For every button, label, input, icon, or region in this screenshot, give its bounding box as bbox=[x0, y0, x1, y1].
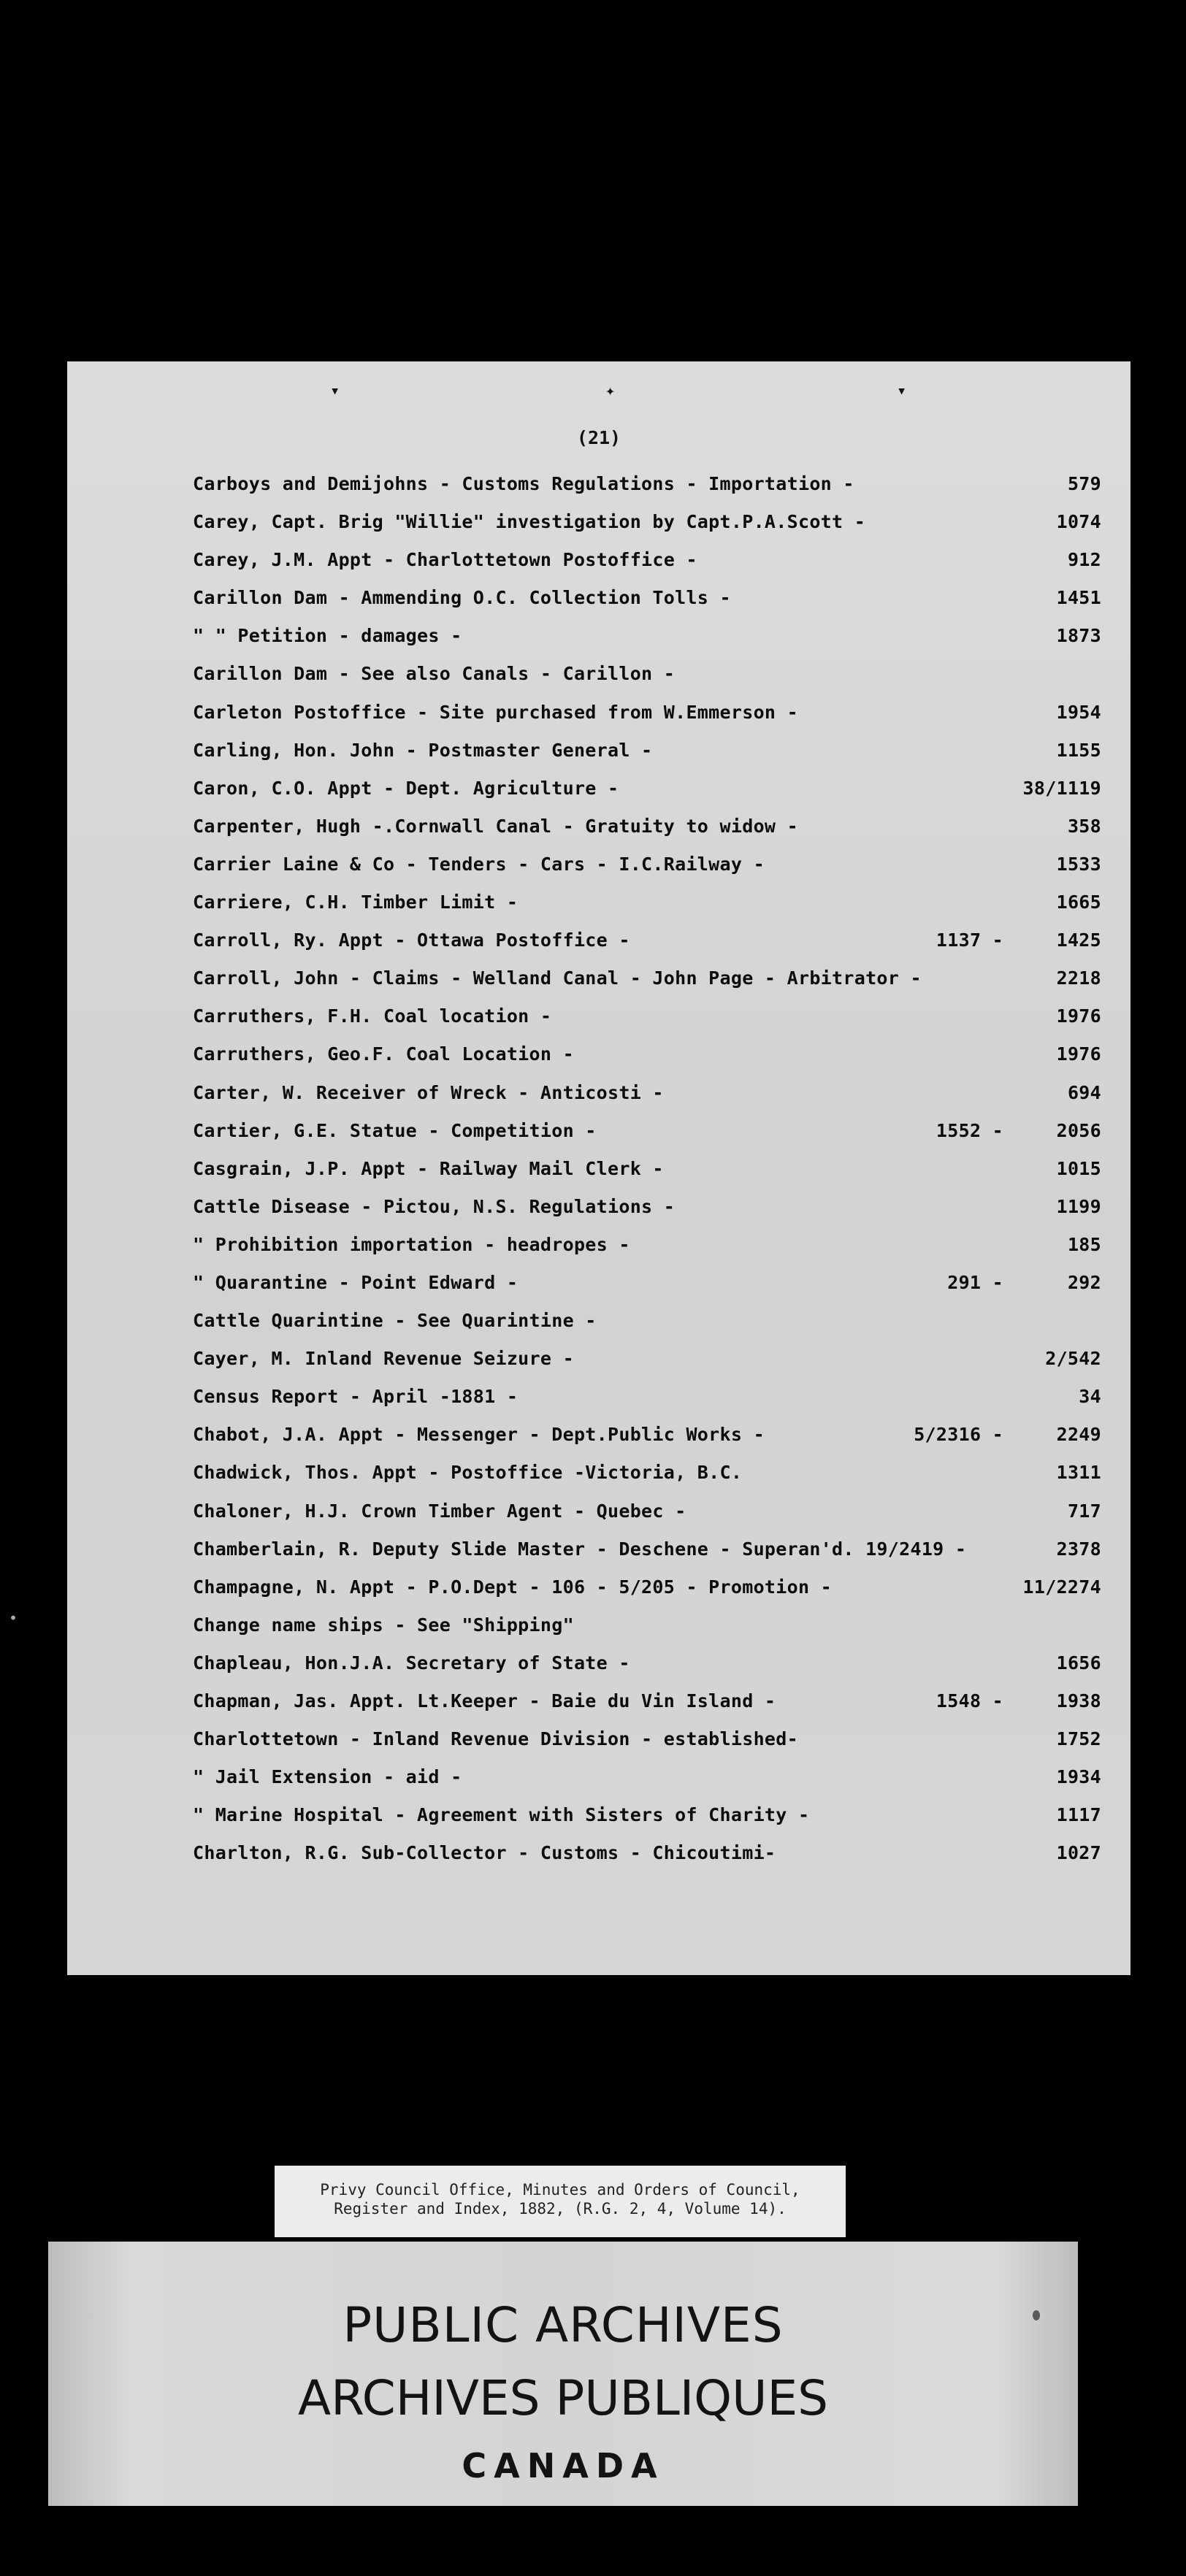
index-entry bbox=[193, 625, 1142, 663]
entry-text: Chapleau, Hon.J.A. Secretary of State - bbox=[193, 1652, 630, 1674]
index-entry bbox=[193, 967, 1142, 1005]
entry-text: Carter, W. Receiver of Wreck - Anticosti - bbox=[193, 1081, 664, 1103]
index-entry bbox=[193, 1576, 1142, 1614]
entry-text: Carruthers, F.H. Coal location - bbox=[193, 1005, 552, 1027]
entry-reference: 717 bbox=[1067, 1500, 1101, 1522]
index-entry bbox=[193, 929, 1142, 967]
archive-caption bbox=[275, 2166, 846, 2237]
index-entry bbox=[193, 1348, 1142, 1386]
entry-text: Cartier, G.E. Statue - Competition - bbox=[193, 1119, 597, 1141]
index-entry bbox=[193, 740, 1142, 778]
entry-reference: 1938 bbox=[1056, 1690, 1101, 1711]
entry-text: " Marine Hospital - Agreement with Sisters of Charity - bbox=[193, 1804, 810, 1826]
index-entry bbox=[193, 854, 1142, 892]
entry-reference: 579 bbox=[1067, 473, 1101, 494]
entry-text: Carpenter, Hugh -.Cornwall Canal - Gratuity to widow - bbox=[193, 815, 798, 837]
stamp-line-2: ARCHIVES PUBLIQUES bbox=[297, 2370, 829, 2426]
stamp-line-3: CANADA bbox=[462, 2446, 665, 2485]
entry-text: Cattle Disease - Pictou, N.S. Regulations - bbox=[193, 1195, 676, 1217]
entry-text: Champagne, N. Appt - P.O.Dept - 106 - 5/205 - Promotion - bbox=[193, 1576, 833, 1598]
index-entry bbox=[193, 1386, 1142, 1424]
entry-reference: 1199 bbox=[1056, 1195, 1101, 1217]
index-entry bbox=[193, 778, 1142, 816]
index-entries bbox=[193, 473, 1142, 1880]
entry-text: Carrier Laine & Co - Tenders - Cars - I.C.Railway - bbox=[193, 853, 765, 875]
entry-text: Charlottetown - Inland Revenue Division - established- bbox=[193, 1728, 798, 1750]
stamp-line-1: PUBLIC ARCHIVES bbox=[343, 2297, 784, 2353]
entry-text: " Prohibition importation - headropes - bbox=[193, 1233, 630, 1255]
entry-text: Carey, J.M. Appt - Charlottetown Postoffice - bbox=[193, 549, 697, 571]
entry-reference: 34 bbox=[1079, 1386, 1101, 1408]
entry-text: Chadwick, Thos. Appt - Postoffice -Victoria, B.C. bbox=[193, 1462, 743, 1484]
index-entry bbox=[193, 663, 1142, 701]
entry-text: Carruthers, Geo.F. Coal Location - bbox=[193, 1043, 574, 1065]
entry-text: Carroll, John - Claims - Welland Canal - John Page - Arbitrator - bbox=[193, 967, 922, 989]
entry-reference: 1976 bbox=[1056, 1005, 1101, 1027]
entry-text: Chabot, J.A. Appt - Messenger - Dept.Public Works - bbox=[193, 1424, 765, 1446]
index-entry bbox=[193, 1804, 1142, 1842]
entry-text: Carillon Dam - See also Canals - Carillon - bbox=[193, 663, 676, 685]
index-entry bbox=[193, 549, 1142, 587]
entry-reference: 292 bbox=[1067, 1271, 1101, 1293]
entry-text: Cattle Quarintine - See Quarintine - bbox=[193, 1310, 597, 1332]
index-entry bbox=[193, 892, 1142, 929]
entry-reference: 2218 bbox=[1056, 967, 1101, 989]
top-mark-right: ▾ bbox=[897, 382, 907, 400]
index-entry bbox=[193, 1005, 1142, 1043]
top-mark-center: ✦ bbox=[605, 382, 616, 400]
entry-reference: 1934 bbox=[1056, 1766, 1101, 1788]
entry-reference: 1656 bbox=[1056, 1652, 1101, 1674]
entry-text: Change name ships - See "Shipping" bbox=[193, 1614, 574, 1636]
entry-text: Chamberlain, R. Deputy Slide Master - Deschene - Superan'd. 19/2419 - bbox=[193, 1538, 967, 1560]
index-entry bbox=[193, 1690, 1142, 1728]
entry-text: " Jail Extension - aid - bbox=[193, 1766, 462, 1788]
entry-reference: 1976 bbox=[1056, 1043, 1101, 1065]
index-entry bbox=[193, 511, 1142, 549]
entry-text: Caron, C.O. Appt - Dept. Agriculture - bbox=[193, 777, 619, 799]
entry-text: " Quarantine - Point Edward - bbox=[193, 1271, 519, 1293]
index-entry bbox=[193, 1310, 1142, 1348]
caption-line-1: Privy Council Office, Minutes and Orders of Council, bbox=[320, 2181, 800, 2199]
entry-reference: 1155 bbox=[1056, 739, 1101, 761]
index-entry bbox=[193, 702, 1142, 740]
index-entry bbox=[193, 587, 1142, 625]
index-entry bbox=[193, 473, 1142, 511]
entry-text: Carey, Capt. Brig "Willie" investigation by Capt.P.A.Scott - bbox=[193, 511, 866, 533]
index-entry bbox=[193, 1120, 1142, 1158]
entry-secondary-ref: 1552 - bbox=[936, 1119, 1003, 1141]
entry-reference: 1074 bbox=[1056, 511, 1101, 533]
entry-secondary-ref: 1548 - bbox=[936, 1690, 1003, 1711]
page-number: (21) bbox=[576, 427, 621, 448]
entry-secondary-ref: 5/2316 - bbox=[914, 1424, 1003, 1446]
entry-reference: 1752 bbox=[1056, 1728, 1101, 1750]
entry-reference: 1015 bbox=[1056, 1157, 1101, 1179]
top-mark-left: ▾ bbox=[330, 382, 340, 400]
entry-reference: 1117 bbox=[1056, 1804, 1101, 1826]
index-entry bbox=[193, 1272, 1142, 1310]
stamp-mark bbox=[1033, 2310, 1040, 2320]
index-entry bbox=[193, 1614, 1142, 1652]
entry-reference: 2/542 bbox=[1045, 1348, 1101, 1370]
entry-text: Carling, Hon. John - Postmaster General - bbox=[193, 739, 653, 761]
entry-reference: 1533 bbox=[1056, 853, 1101, 875]
entry-text: Carboys and Demijohns - Customs Regulations - Importation - bbox=[193, 473, 854, 494]
entry-reference: 358 bbox=[1067, 815, 1101, 837]
entry-reference: 1311 bbox=[1056, 1462, 1101, 1484]
document-page bbox=[67, 361, 1130, 1975]
entry-reference: 694 bbox=[1067, 1081, 1101, 1103]
index-entry bbox=[193, 816, 1142, 854]
entry-text: Carroll, Ry. Appt - Ottawa Postoffice - bbox=[193, 929, 630, 951]
entry-secondary-ref: 291 - bbox=[947, 1271, 1003, 1293]
index-entry bbox=[193, 1766, 1142, 1804]
entry-text: Carriere, C.H. Timber Limit - bbox=[193, 892, 519, 913]
entry-text: Chapman, Jas. Appt. Lt.Keeper - Baie du Vin Island - bbox=[193, 1690, 776, 1711]
entry-reference: 2249 bbox=[1056, 1424, 1101, 1446]
index-entry bbox=[193, 1234, 1142, 1272]
entry-reference: 1954 bbox=[1056, 701, 1101, 723]
entry-secondary-ref: 1137 - bbox=[936, 929, 1003, 951]
index-entry bbox=[193, 1842, 1142, 1880]
entry-reference: 2378 bbox=[1056, 1538, 1101, 1560]
caption-line-2: Register and Index, 1882, (R.G. 2, 4, Volume 14). bbox=[334, 2200, 787, 2217]
entry-reference: 1425 bbox=[1056, 929, 1101, 951]
entry-reference: 2056 bbox=[1056, 1119, 1101, 1141]
entry-text: Cayer, M. Inland Revenue Seizure - bbox=[193, 1348, 574, 1370]
entry-reference: 1873 bbox=[1056, 625, 1101, 647]
margin-mark: • bbox=[9, 1609, 18, 1627]
entry-reference: 1027 bbox=[1056, 1842, 1101, 1864]
index-entry bbox=[193, 1043, 1142, 1081]
index-entry bbox=[193, 1196, 1142, 1234]
index-entry bbox=[193, 1728, 1142, 1766]
entry-text: Carleton Postoffice - Site purchased from W.Emmerson - bbox=[193, 701, 798, 723]
entry-text: Charlton, R.G. Sub-Collector - Customs - Chicoutimi- bbox=[193, 1842, 776, 1864]
index-entry bbox=[193, 1538, 1142, 1576]
entry-text: Carillon Dam - Ammending O.C. Collection Tolls - bbox=[193, 587, 731, 609]
entry-text: Chaloner, H.J. Crown Timber Agent - Quebec - bbox=[193, 1500, 686, 1522]
entry-reference: 1451 bbox=[1056, 587, 1101, 609]
entry-reference: 1665 bbox=[1056, 892, 1101, 913]
entry-text: " " Petition - damages - bbox=[193, 625, 462, 647]
entry-reference: 11/2274 bbox=[1022, 1576, 1101, 1598]
archives-stamp bbox=[48, 2242, 1078, 2506]
index-entry bbox=[193, 1158, 1142, 1196]
index-entry bbox=[193, 1500, 1142, 1538]
entry-text: Census Report - April -1881 - bbox=[193, 1386, 519, 1408]
index-entry bbox=[193, 1652, 1142, 1690]
entry-text: Casgrain, J.P. Appt - Railway Mail Clerk - bbox=[193, 1157, 664, 1179]
index-entry bbox=[193, 1462, 1142, 1500]
entry-reference: 185 bbox=[1067, 1233, 1101, 1255]
entry-reference: 38/1119 bbox=[1022, 777, 1101, 799]
index-entry bbox=[193, 1424, 1142, 1462]
index-entry bbox=[193, 1082, 1142, 1120]
entry-reference: 912 bbox=[1067, 549, 1101, 571]
